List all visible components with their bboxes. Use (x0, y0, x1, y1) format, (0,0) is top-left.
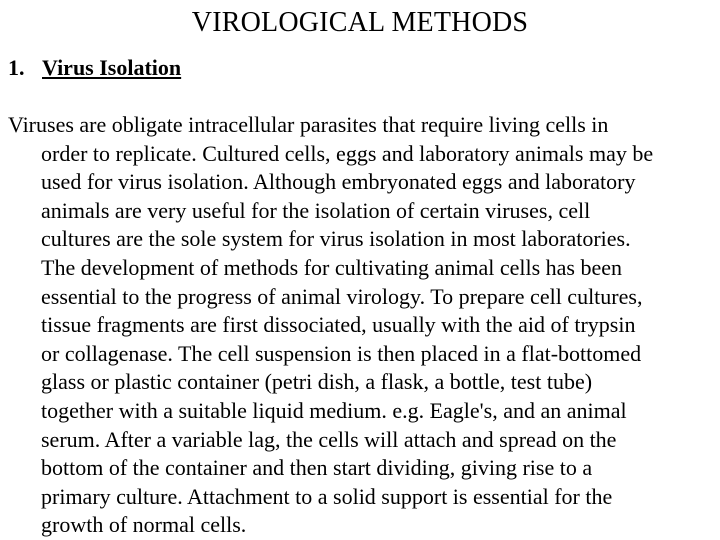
paragraph-line: used for virus isolation. Although embryonated eggs and laboratory (41, 169, 636, 195)
paragraph-line: bottom of the container and then start dividing, giving rise to a (41, 455, 593, 481)
paragraph-line: serum. After a variable lag, the cells will attach and spread on the (41, 426, 617, 452)
section-heading-label: Virus Isolation (42, 55, 182, 80)
paragraph-line: tissue fragments are first dissociated, usually with the aid of trypsin (41, 312, 636, 338)
paragraph-line: essential to the progress of animal virology. To prepare cell cultures, (41, 283, 643, 309)
paragraph-line: growth of normal cells. (41, 512, 247, 538)
paragraph-line: cultures are the sole system for virus isolation in most laboratories. (41, 226, 631, 252)
paragraph-line: animals are very useful for the isolation of certain viruses, cell (41, 197, 591, 223)
paragraph-line: glass or plastic container (petri dish, a flask, a bottle, test tube) (41, 369, 593, 395)
paragraph-line: together with a suitable liquid medium. e.g. Eagle's, and an animal (41, 397, 627, 423)
paragraph-line: or collagenase. The cell suspension is then placed in a flat-bottomed (41, 340, 642, 366)
paragraph-line: order to replicate. Cultured cells, eggs and laboratory animals may be (41, 140, 654, 166)
body-paragraph (8, 111, 716, 540)
paragraph-line: Viruses are obligate intracellular parasites that require living cells in (8, 112, 609, 137)
section-number: 1. (8, 55, 25, 80)
paragraph-line: primary culture. Attachment to a solid support is essential for the (41, 483, 613, 509)
slide-title: VIROLOGICAL METHODS (191, 7, 529, 38)
paragraph-line: The development of methods for cultivating animal cells has been (41, 254, 622, 280)
section-heading (8, 54, 181, 82)
